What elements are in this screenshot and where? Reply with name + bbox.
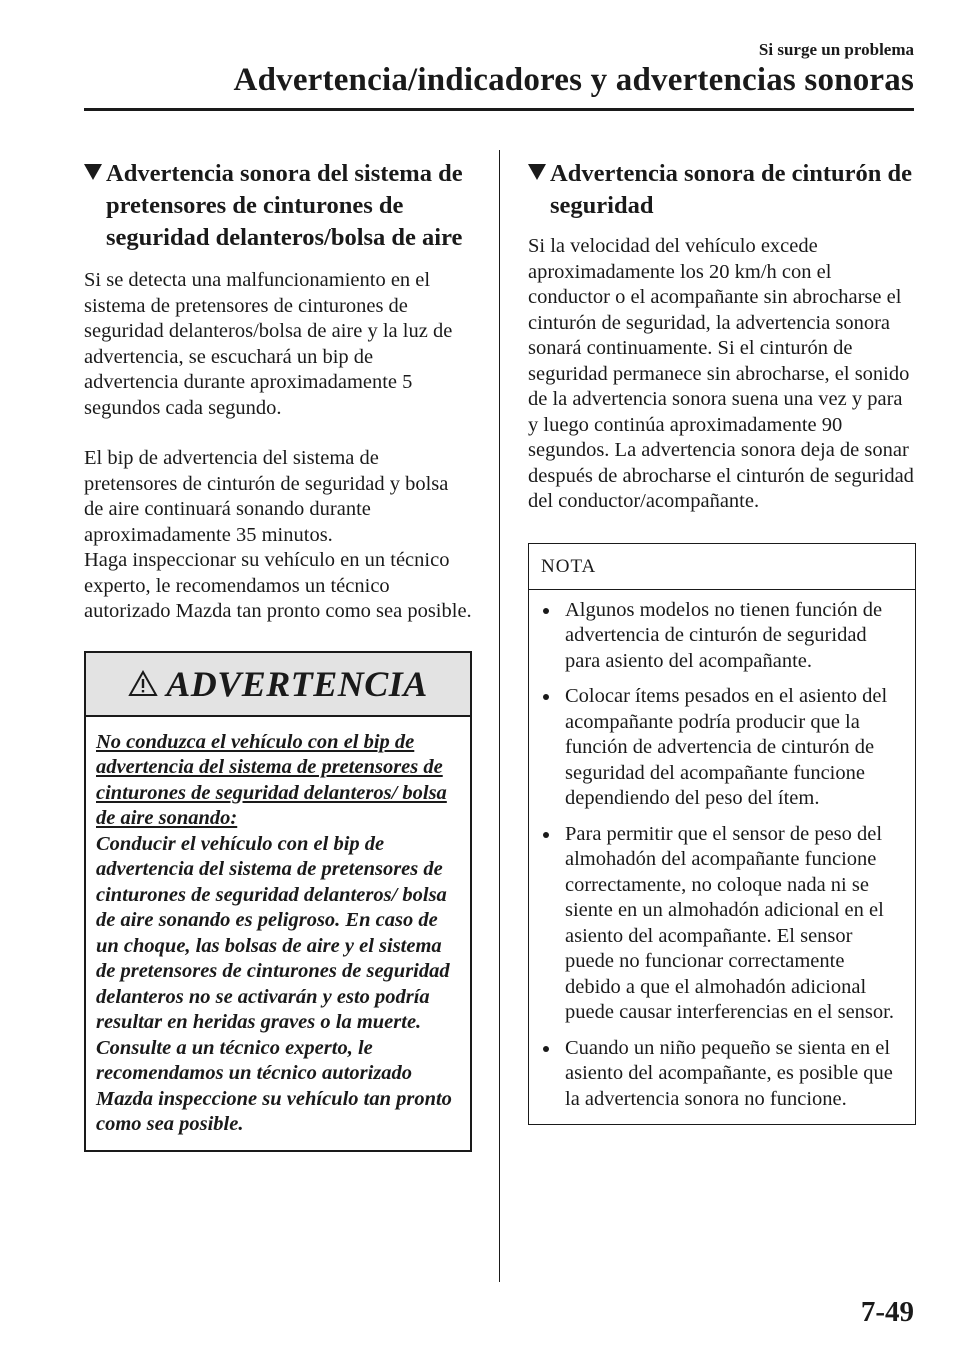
warning-text: Consulte a un técnico experto, le recomendamos un técnico autorizado Mazda inspeccione su vehículo tan pronto como sea posible. <box>96 1036 452 1135</box>
bullet-icon <box>541 1036 565 1113</box>
note-list <box>529 590 915 1125</box>
paragraph: Haga inspeccionar su vehículo en un técnico experto, le recomendamos un técnico autorizado Mazda tan pronto como sea posible. <box>84 549 472 622</box>
warning-title: ADVERTENCIA <box>166 663 428 704</box>
warning-body <box>86 717 470 1150</box>
header-rule <box>84 108 914 111</box>
warning-lead: No conduzca el vehículo con el bip de advertencia del sistema de pretensores de cinturones de seguridad delanteros/ bolsa de aire sonando: <box>96 730 447 829</box>
section-heading-text: Advertencia sonora del sistema de pretensores de cinturones de seguridad delanteros/bolsa de aire <box>106 160 463 251</box>
right-column <box>528 158 916 1125</box>
down-triangle-icon <box>84 158 106 254</box>
list-item: Cuando un niño pequeño se sienta en el asiento del acompañante, es posible que la advertencia sonora no funcione. <box>541 1036 905 1113</box>
left-column <box>84 158 472 1152</box>
section-heading-text: Advertencia sonora de cinturón de seguridad <box>550 160 913 219</box>
warning-header <box>86 653 470 717</box>
page-title: Advertencia/indicadores y advertencias sonoras <box>233 62 914 98</box>
page-number: 7-49 <box>860 1296 914 1328</box>
warning-box <box>84 651 472 1152</box>
column-divider <box>499 150 500 1282</box>
paragraph: El bip de advertencia del sistema de pretensores de cinturón de seguridad y bolsa de aire continuará sonando durante aproximadamente 35 minutos. <box>84 447 449 546</box>
paragraph: Si la velocidad del vehículo excede aproximadamente los 20 km/h con el conductor o el acompañante sin abrocharse el cinturón de seguridad, la advertencia sonora sonará continuamente. Si el cinturón de seguridad permanece sin abrocharse, el sonido de la advertencia sonora suena una vez y para y luego continúa aproximadamente 90 segundos. La advertencia sonora deja de sonar después de abrocharse el cinturón de seguridad del conductor/acompañante. <box>528 235 914 512</box>
bullet-icon <box>541 684 565 812</box>
bullet-icon <box>541 822 565 1026</box>
chapter-label: Si surge un problema <box>758 40 914 59</box>
down-triangle-icon <box>528 158 550 222</box>
bullet-icon <box>541 598 565 675</box>
warning-text: Conducir el vehículo con el bip de advertencia del sistema de pretensores de cinturones de seguridad delanteros/ bolsa de aire sonando es peligroso. En caso de un choque, las bolsas de aire y el sistema de pretensores de cinturones de seguridad delanteros no se activarán y esto podría resultar en heridas graves o la muerte. <box>96 832 450 1033</box>
section-heading-seatbelt-chime <box>528 158 916 222</box>
section-heading-airbag-chime <box>84 158 472 254</box>
warning-triangle-icon <box>128 670 158 697</box>
note-box <box>528 543 916 1126</box>
note-title: NOTA <box>529 544 915 590</box>
list-item: Para permitir que el sensor de peso del almohadón del acompañante funcione correctamente, no coloque nada ni se siente en un almohadón adicional en el asiento del acompañante. El sensor puede no funcionar correctamente debido a que el almohadón adicional puede causar interferencias en el sensor. <box>541 822 905 1026</box>
list-item: Colocar ítems pesados en el asiento del acompañante podría producir que la función de advertencia de cinturón de seguridad del acompañante funcione dependiendo del peso del ítem. <box>541 684 905 812</box>
paragraph: Si se detecta una malfuncionamiento en el sistema de pretensores de cinturones de seguridad delanteros/bolsa de aire y la luz de advertencia, se escuchará un bip de advertencia durante aproximadamente 5 segundos cada segundo. <box>84 269 453 419</box>
list-item: Algunos modelos no tienen función de advertencia de cinturón de seguridad para asiento del acompañante. <box>541 598 905 675</box>
